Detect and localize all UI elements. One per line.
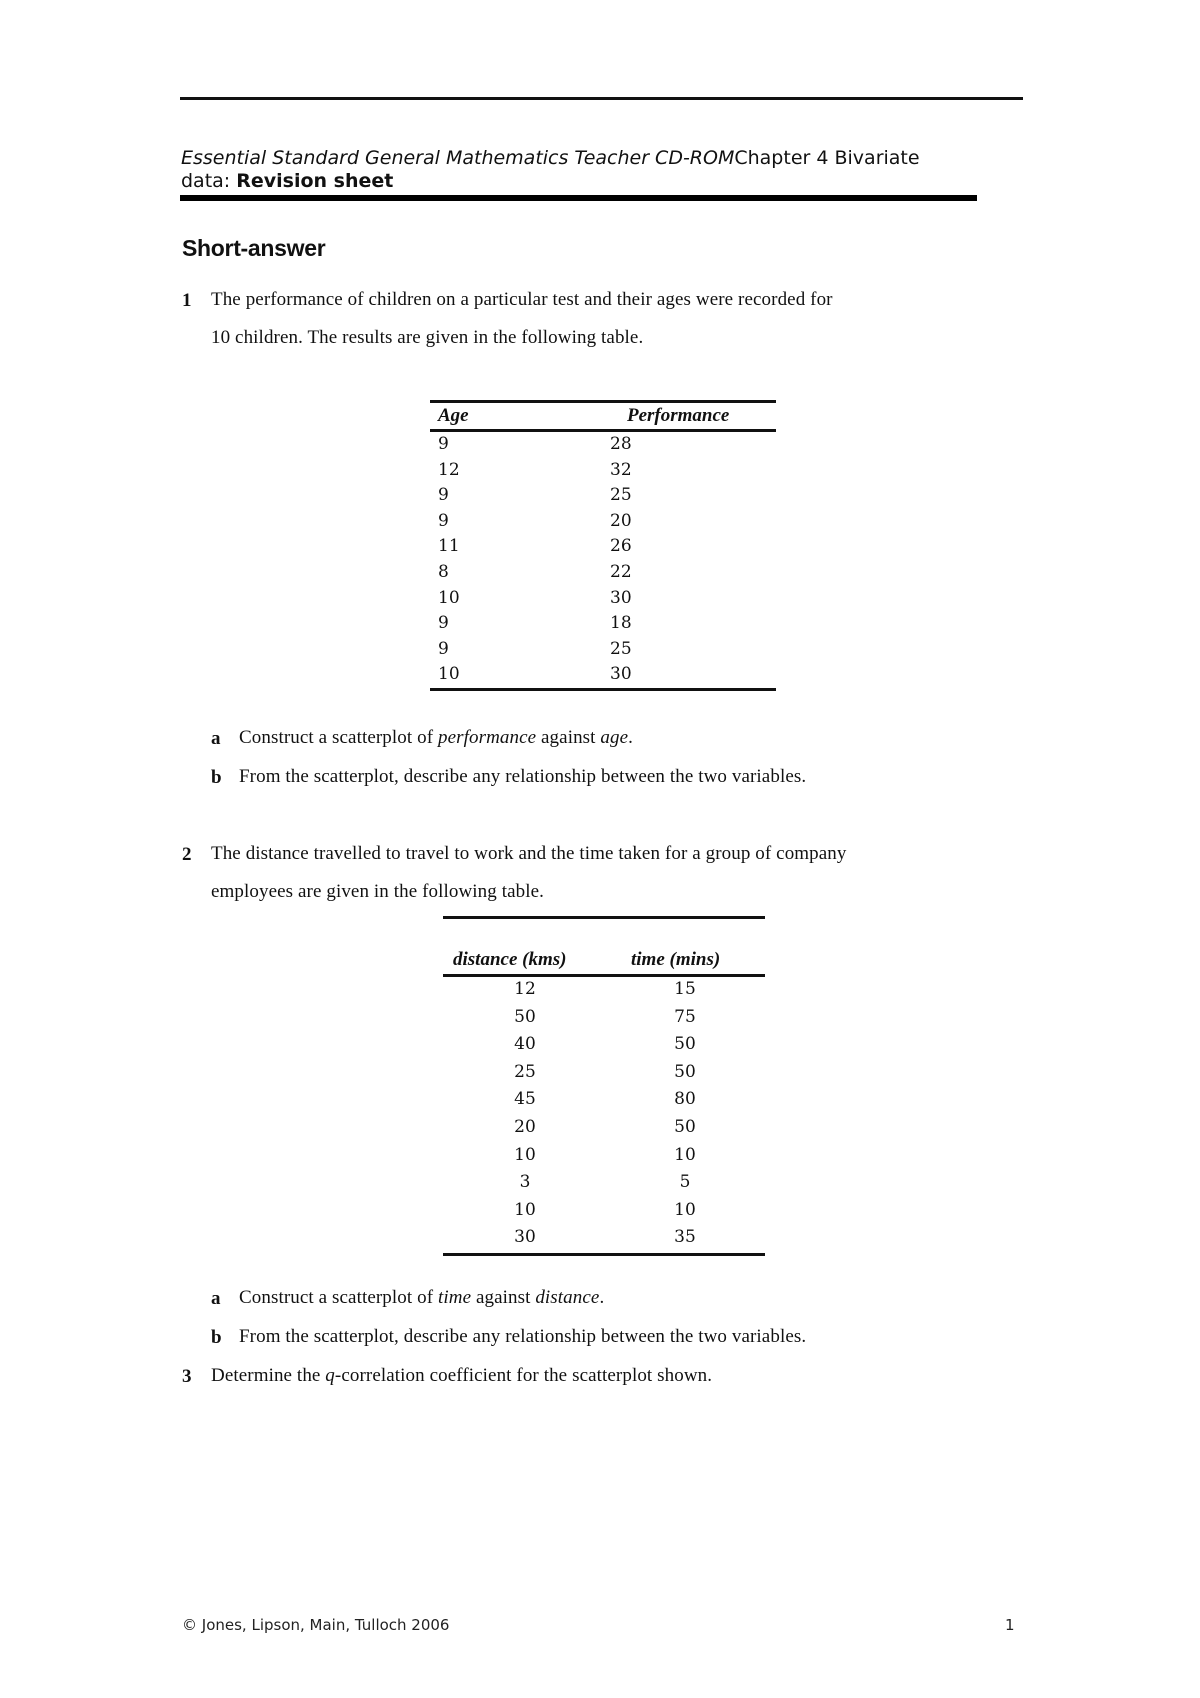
cell-age: 10 [438,664,460,685]
question-2-line-2: employees are given in the following table. [211,881,545,902]
text: Construct a scatterplot of [239,1287,438,1308]
table-row [443,1198,765,1226]
cell-performance: 20 [610,510,632,531]
table-row [443,977,765,1005]
table-row [430,560,776,586]
question-1a-label: a [211,728,221,749]
sheet-title: Revision sheet [236,170,394,192]
col-header-age: Age [438,405,469,426]
question-1-text [211,281,833,357]
page-number: 1 [1005,1616,1015,1634]
table-row [430,509,776,535]
cell-time: 10 [674,1199,696,1220]
cell-time: 80 [674,1089,696,1110]
table-row [443,1170,765,1198]
cell-age: 9 [438,434,449,454]
table-row [430,432,776,458]
col-header-performance: Performance [627,405,730,426]
cell-distance: 12 [514,979,536,999]
cell-time: 5 [679,1172,691,1193]
cell-time: 15 [674,979,696,999]
table-row [430,534,776,560]
book-title: Essential Standard General Mathematics Teacher CD-ROM [181,147,735,169]
question-2-number: 2 [182,844,192,865]
cell-time: 50 [674,1034,696,1055]
table-row [430,458,776,484]
cell-performance: 18 [610,613,632,634]
table-spacer [443,919,765,947]
cell-performance: 26 [610,536,632,557]
text: . [628,727,633,748]
text: -correlation coefficient for the scatterplot shown. [334,1365,713,1386]
distance-time-table [443,916,765,1256]
cell-distance: 45 [514,1089,536,1110]
cell-distance: 50 [514,1006,536,1027]
cell-time: 50 [674,1061,696,1082]
question-3-text [211,1357,712,1395]
text: . [599,1287,605,1308]
running-header [181,147,981,193]
question-2b-text: From the scatterplot, describe any relationship between the two variables. [239,1326,807,1347]
text: Determine the [211,1365,326,1386]
table-row [443,1225,765,1253]
cell-performance: 32 [610,459,632,480]
table-bottom-rule [430,688,776,691]
table-row [443,1032,765,1060]
question-1b-label: b [211,767,222,788]
table-row [443,1087,765,1115]
cell-distance: 10 [514,1144,536,1165]
table-row [430,637,776,663]
cell-distance: 3 [519,1172,531,1193]
cell-performance: 28 [610,434,632,454]
cell-performance: 22 [610,561,632,582]
question-2a-label: a [211,1288,221,1309]
col-header-time: time (mins) [631,949,721,970]
copyright-footer: © Jones, Lipson, Main, Tulloch 2006 [182,1616,450,1634]
question-1b-text: From the scatterplot, describe any relationship between the two variables. [239,766,807,787]
age-performance-table [430,400,776,691]
top-rule [180,97,1023,100]
table-header-row [443,947,765,977]
cell-time: 75 [674,1006,696,1027]
chapter-title: Chapter 4 Bivariate [734,147,920,169]
question-1-number: 1 [182,290,192,311]
question-2-line-1: The distance travelled to travel to work and the time taken for a group of company [211,843,847,864]
emphasis: distance [535,1287,600,1308]
emphasis: age [600,727,629,748]
table-row [430,483,776,509]
question-1-line-2: 10 children. The results are given in the following table. [211,327,644,348]
question-2a-text [239,1279,604,1317]
cell-time: 50 [674,1116,696,1137]
table-row [443,1115,765,1143]
cell-performance: 25 [610,485,632,506]
table-row [443,1060,765,1088]
cell-distance: 40 [514,1034,536,1055]
emphasis: time [437,1287,472,1308]
table-row [430,586,776,612]
question-1a-text [239,719,633,757]
table-row [430,662,776,688]
emphasis: q [325,1365,335,1386]
cell-performance: 25 [610,638,632,659]
emphasis: performance [437,727,537,748]
section-title: Short-answer [182,235,326,261]
table-header-row [430,403,776,432]
cell-age: 8 [438,561,449,582]
cell-age: 9 [438,613,449,634]
question-1-line-1: The performance of children on a particular test and their ages were recorded for [211,289,833,310]
cell-age: 10 [438,587,460,608]
cell-age: 9 [438,485,449,506]
table-row [430,611,776,637]
cell-time: 10 [674,1144,696,1165]
question-3-number: 3 [182,1366,192,1387]
cell-distance: 20 [514,1116,536,1137]
table-row [443,1005,765,1033]
cell-age: 12 [438,459,460,480]
table-row [443,1143,765,1171]
question-2-text [211,835,847,911]
col-header-distance: distance (kms) [453,949,567,970]
cell-time: 35 [674,1227,696,1248]
text: against [471,1287,536,1308]
header-rule [180,195,977,201]
question-2b-label: b [211,1327,222,1348]
cell-age: 11 [438,536,460,557]
text: Construct a scatterplot of [239,727,438,748]
cell-performance: 30 [610,664,632,685]
cell-distance: 25 [514,1061,536,1082]
cell-age: 9 [438,510,449,531]
cell-distance: 10 [514,1199,536,1220]
cell-performance: 30 [610,587,632,608]
cell-age: 9 [438,638,449,659]
text: against [536,727,601,748]
chapter-title-cont: data: [181,170,237,192]
cell-distance: 30 [514,1227,536,1248]
table-bottom-rule [443,1253,765,1256]
